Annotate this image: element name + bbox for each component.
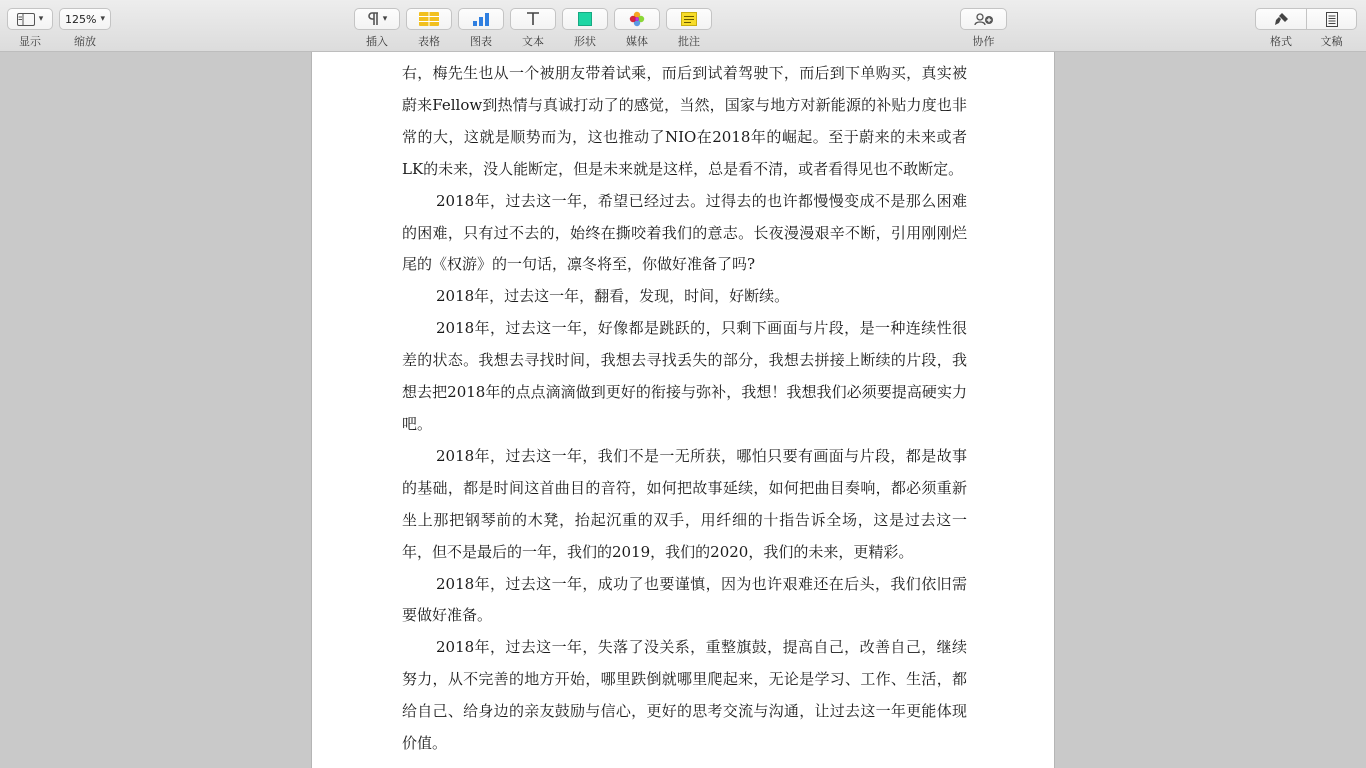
view-label: 显示 — [19, 35, 41, 48]
media-label: 媒体 — [626, 35, 648, 48]
document-page[interactable] — [311, 52, 1055, 768]
document-button[interactable] — [1306, 8, 1357, 30]
chart-button[interactable] — [458, 8, 504, 30]
text-button[interactable] — [510, 8, 556, 30]
chevron-down-icon: ▾ — [382, 14, 388, 24]
sidebar-view-icon — [17, 13, 35, 26]
zoom-button[interactable] — [59, 8, 111, 30]
collaborate-control — [960, 8, 1007, 49]
text-box-icon — [526, 12, 540, 26]
photos-flower-icon — [629, 11, 645, 27]
zoom-control — [59, 8, 111, 49]
format-label: 格式 — [1270, 35, 1292, 48]
document-icon — [1326, 12, 1338, 27]
body-paragraph[interactable]: 2018年，过去这一年，好像都是跳跃的，只剩下画面与片段，是一种连续性很差的状态。我想去寻找时间，我想去寻找丢失的部分，我想去拼接上断续的片段，我想去把2018年的点点滴滴做到更好的衔接与弥补，我想！我想我们必须要提高硬实力吧。 — [402, 319, 967, 433]
body-paragraph[interactable]: 2018年，过去这一年，翻看，发现，时间，好断续。 — [436, 287, 790, 306]
media-control — [614, 8, 660, 49]
chevron-down-icon: ▾ — [38, 14, 44, 24]
shape-control — [562, 8, 608, 49]
zoom-label: 缩放 — [74, 35, 96, 48]
zoom-value: 125% — [65, 12, 97, 26]
table-icon — [419, 12, 439, 26]
text-control — [510, 8, 556, 49]
toolbar — [0, 0, 1366, 52]
insert-button[interactable] — [354, 8, 400, 30]
document-label: 文稿 — [1320, 35, 1343, 48]
comment-button[interactable] — [666, 8, 712, 30]
table-label: 表格 — [418, 35, 440, 48]
shape-label: 形状 — [574, 35, 596, 48]
body-paragraph[interactable]: 2018年，过去这一年，我们不是一无所获，哪怕只要有画面与片段，都是故事的基础，都是时间这首曲目的音符，如何把故事延续，如何把曲目奏响，都必须重新坐上那把钢琴前的木凳，抬起沉重的双手，用纤细的十指告诉全场，这是过去这一年，但不是最后的一年，我们的2019，我们的2020，我们的未来，更精彩。 — [402, 446, 967, 561]
paragraph-icon — [367, 12, 379, 26]
comment-note-icon — [681, 12, 697, 26]
add-person-icon — [974, 12, 994, 26]
collaborate-button[interactable] — [960, 8, 1007, 30]
comment-label: 批注 — [678, 35, 700, 48]
body-paragraph[interactable]: 2018年，过去这一年，失落了没关系，重整旗鼓，提高自己，改善自己，继续努力，从不完善的地方开始，哪里跌倒就哪里爬起来，无论是学习、工作、生活，都给自己、给身边的亲友鼓励与信心，更好的思考交流与沟通，让过去这一年更能体现价值。 — [402, 638, 967, 753]
document-canvas[interactable] — [0, 52, 1366, 768]
format-control — [1255, 8, 1307, 49]
square-shape-icon — [578, 12, 592, 26]
table-button[interactable] — [406, 8, 452, 30]
text-label: 文本 — [522, 35, 544, 48]
paintbrush-icon — [1273, 12, 1289, 26]
body-paragraph[interactable]: 2018年，过去这一年，成功了也要谨慎，因为也许艰难还在后头，我们依旧需要做好准备。 — [402, 574, 967, 625]
view-control — [7, 8, 53, 49]
comment-control — [666, 8, 712, 49]
chart-control — [458, 8, 504, 49]
body-paragraph[interactable]: 2018年，过去这一年，希望已经过去。过得去的也许都慢慢变成不是那么困难的困难，只有过不去的，始终在撕咬着我们的意志。长夜漫漫艰辛不断，引用刚刚烂尾的《权游》的一句话，凛冬将至，你做好准备了吗? — [402, 191, 967, 274]
bar-chart-icon — [472, 12, 490, 26]
view-button[interactable] — [7, 8, 53, 30]
table-control — [406, 8, 452, 49]
document-control — [1306, 8, 1357, 49]
shape-button[interactable] — [562, 8, 608, 30]
media-button[interactable] — [614, 8, 660, 30]
body-paragraph[interactable]: 右，梅先生也从一个被朋友带着试乘，而后到试着驾驶下，而后到下单购买，真实被蔚来Fellow到热情与真诚打动了的感觉，当然，国家与地方对新能源的补贴力度也非常的大，这就是顺势而为，这也推动了NIO在2018年的崛起。至于蔚来的未来或者LK的未来，没人能断定，但是未来就是这样，总是看不清，或者看得见也不敢断定。 — [402, 64, 967, 178]
chevron-down-icon: ▾ — [100, 14, 105, 24]
format-button[interactable] — [1255, 8, 1307, 30]
document-body[interactable] — [402, 58, 967, 760]
insert-label: 插入 — [366, 35, 388, 48]
insert-control — [354, 8, 400, 49]
collaborate-label: 协作 — [972, 35, 995, 48]
chart-label: 图表 — [470, 35, 492, 48]
